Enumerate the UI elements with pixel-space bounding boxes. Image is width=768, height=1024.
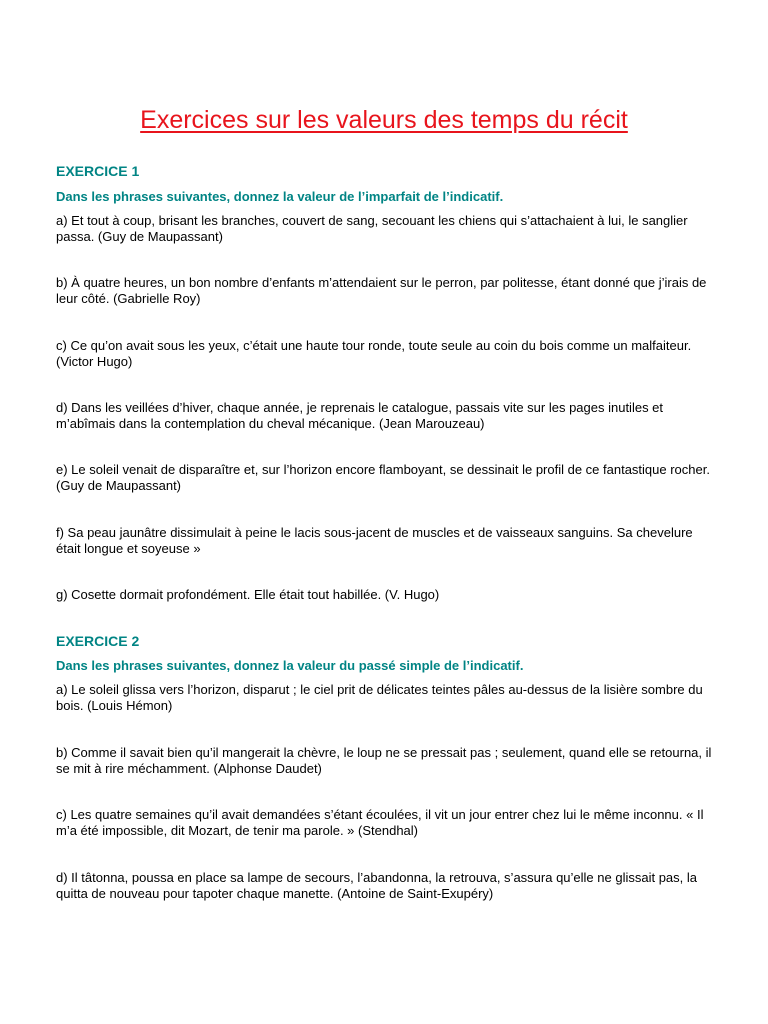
exercise-1-item-g [56, 587, 720, 603]
exercise-1-item-c [56, 338, 720, 369]
exercise-1-item-b [56, 275, 720, 306]
list-item: b) À quatre heures, un bon nombre d’enfants m’attendaient sur le perron, par politesse, étant donné que j’irais de leur côté. (Gabrielle Roy) [56, 275, 707, 306]
exercise-1-heading-block [56, 163, 720, 180]
list-item: f) Sa peau jaunâtre dissimulait à peine le lacis sous-jacent de muscles et de vaisseaux sanguins. Sa chevelure était longue et soyeuse » [56, 525, 693, 556]
list-item: a) Et tout à coup, brisant les branches, couvert de sang, secouant les chiens qui s’attachaient à lui, le sanglier passa. (Guy de Maupassant) [56, 213, 688, 244]
exercise-1-item-e [56, 462, 720, 493]
exercise-2-heading-block [56, 633, 720, 650]
list-item: d) Il tâtonna, poussa en place sa lampe de secours, l’abandonna, la retrouva, s’assura qu’elle ne glissait pas, la quitta de nouveau pour tapoter chaque manette. (Antoine de Saint-Exupéry) [56, 870, 697, 901]
exercise-2-instruction-block [56, 658, 720, 674]
exercise-2-instruction: Dans les phrases suivantes, donnez la valeur du passé simple de l’indicatif. [56, 658, 524, 673]
exercise-2-item-c [56, 807, 720, 838]
list-item: e) Le soleil venait de disparaître et, sur l’horizon encore flamboyant, se dessinait le profil de ce fantastique rocher. (Guy de Maupassant) [56, 462, 710, 493]
exercise-1-item-a [56, 213, 720, 244]
page-title: Exercices sur les valeurs des temps du récit [140, 106, 628, 134]
exercise-1-instruction: Dans les phrases suivantes, donnez la valeur de l’imparfait de l’indicatif. [56, 189, 504, 204]
list-item: c) Les quatre semaines qu’il avait demandées s’étant écoulées, il vit un jour entrer chez lui le même inconnu. « Il m’a été impossible, dit Mozart, de tenir ma parole. » (Stendhal) [56, 807, 704, 838]
list-item: c) Ce qu’on avait sous les yeux, c’était une haute tour ronde, toute seule au coin du bois comme un malfaiteur. (Victor Hugo) [56, 338, 692, 369]
list-item: a) Le soleil glissa vers l’horizon, disparut ; le ciel prit de délicates teintes pâles au-dessus de la lisière sombre du bois. (Louis Hémon) [56, 682, 703, 713]
list-item: g) Cosette dormait profondément. Elle était tout habillée. (V. Hugo) [56, 587, 440, 602]
list-item: d) Dans les veillées d’hiver, chaque année, je reprenais le catalogue, passais vite sur les pages inutiles et m’abîmais dans la contemplation du cheval mécanique. (Jean Marouzeau) [56, 400, 664, 431]
exercise-1-item-d [56, 400, 720, 431]
exercise-2-item-b [56, 745, 720, 776]
exercise-2-item-d [56, 870, 720, 901]
exercise-1-item-f [56, 525, 720, 556]
exercise-2-heading: EXERCICE 2 [56, 633, 140, 649]
exercise-2-item-a [56, 682, 720, 713]
list-item: b) Comme il savait bien qu’il mangerait la chèvre, le loup ne se pressait pas ; seulement, quand elle se retourna, il se mit à rire méchamment. (Alphonse Daudet) [56, 745, 712, 776]
exercise-1-heading: EXERCICE 1 [56, 163, 140, 179]
exercise-1-instruction-block [56, 189, 720, 205]
